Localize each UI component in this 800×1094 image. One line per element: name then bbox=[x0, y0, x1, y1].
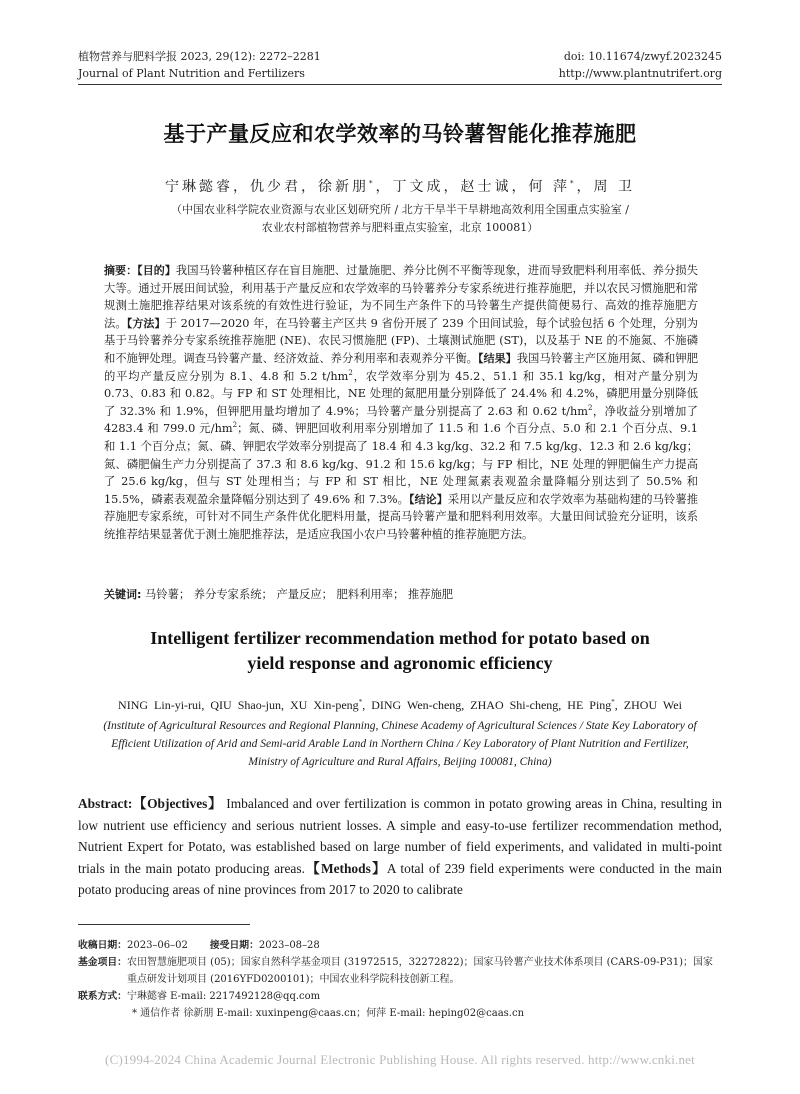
section-methods: 【方法】 bbox=[126, 316, 166, 330]
journal-url[interactable]: http://www.plantnutrifert.org bbox=[558, 67, 722, 80]
en-section-objectives: 【Objectives】 bbox=[132, 796, 223, 811]
corresponding-author-row: * 通信作者 徐新朋 E-mail: xuxinpeng@caas.cn；何萍 E-mail: heping02@caas.cn bbox=[132, 1008, 525, 1019]
footnotes bbox=[78, 937, 722, 1022]
cn-authors: 宁琳懿睿，仇少君，徐新朋*，丁文成，赵士诚，何 萍*，周 卫 bbox=[165, 179, 635, 195]
abstract-label: 摘要： bbox=[104, 264, 138, 277]
section-objective: 【目的】 bbox=[137, 264, 176, 277]
cnki-watermark: (C)1994-2024 China Academic Journal Electronic Publishing House. All rights reserved. http://www.cnki.net bbox=[105, 1052, 695, 1067]
contact-row: 联系方式： 宁琳懿睿 E-mail: 2217492128@qq.com bbox=[78, 991, 321, 1002]
funding-row: 基金项目： 农田智慧施肥项目 (05)；国家自然科学基金项目 (31972515，32272822)；国家马铃薯产业技术体系项目 (CARS-09-P31)；国家重点研发计划项目 (2016YFD0200101)；中国农业科学院科技创新工程。 bbox=[78, 957, 714, 985]
dates-row: 收稿日期： 2023–06–02 接受日期： 2023–08–28 bbox=[78, 940, 320, 951]
corr-mark: * bbox=[358, 698, 363, 706]
keywords-list: 马铃薯； 养分专家系统； 产量反应； 肥料利用率； 推荐施肥 bbox=[145, 588, 454, 601]
cn-title: 基于产量反应和农学效率的马铃薯智能化推荐施肥 bbox=[163, 122, 637, 146]
header-right bbox=[559, 48, 722, 82]
doi[interactable]: doi: 10.11674/zwyf.2023245 bbox=[563, 50, 722, 63]
footnote-rule bbox=[78, 924, 250, 925]
corr-mark: * bbox=[611, 698, 615, 706]
corr-mark: * bbox=[369, 179, 376, 188]
en-abstract-label: Abstract: bbox=[78, 796, 133, 811]
cn-abstract: 摘要：【目的】我国马铃薯种植区存在盲目施肥、过量施肥、养分比例不平衡等现象，进而导致肥料利用率低、养分损失大等。通过开展田间试验，利用基于产量反应和农学效率的马铃薯养分专家系统进行推荐施肥，并以农民习惯施肥和常规测土施肥推荐结果对该系统的有效性进行验证，为不同生产条件下的马铃薯生产提供简便易行、高效的推荐施肥方法。【方法】于 2017—2020 年，在马铃薯主产区共 9 省份开展了 239 个田间试验，每个试验包括 6 个处理，分别为基于马铃薯养分专家系统推荐施肥 (NE)、农民习惯施肥 (FP)、土壤测试施肥 (ST)，以及基于 NE 的不施氮、不施磷和不施钾处理。调查马铃薯产量、经济效益、养分利用率和表观养分平衡。【结果】我国马铃薯主产区施用氮、磷和钾肥的平均产量反应分别为 8.1、4.8 和 5.2 $t/hm^2$，农学效率分别为 45.2、51.1 和 35.1 kg/kg，相对产量分别为 0.73、0.83 和 0.82。与 FP 和 ST 处理相比，NE 处理的氮肥用量分别降低了 24.4% 和 4.2%，磷肥用量分别降低了 32.3% 和 1.9%，但钾肥用量均增加了 4.9%；马铃薯产量分别提高了 2.63 和 0.62 $t/hm^2$，净收益分别增加了 4283.4 和 799.0 元$/hm^2$；氮、磷、钾肥回收利用率分别增加了 11.5 和 1.6 个百分点、5.0 和 2.1 个百分点、9.1 和 1.1 个百分点；氮、磷、钾肥农学效率分别提高了 18.4 和 4.3 kg/kg、32.2 和 7.5 kg/kg、12.3 和 2.6 kg/kg；氮、磷肥偏生产力分别提高了 37.3 和 8.6 kg/kg、91.2 和 15.6 kg/kg；与 FP 相比，NE 处理的钾肥偏生产力提高了 25.6 kg/kg，但与 ST 处理相当；与 FP 和 ST 相比，NE 处理氮素表观盈余量降幅分别达到了 50.5% 和 15.5%，磷素表观盈余量降幅分别达到了 49.6% 和 7.3%。【结论】采用以产量反应和农学效率为基础构建的马铃薯推荐施肥专家系统，可针对不同生产条件优化肥料用量，提高马铃薯产量和肥料利用效率。大量田间试验充分证明，该系统推荐结果显著优于测土施肥推荐法，是适应我国小农户马铃薯种植的推荐施肥方法。 bbox=[104, 264, 698, 541]
journal-en-name: Journal of Plant Nutrition and Fertilizers bbox=[78, 67, 305, 80]
en-affiliation: (Institute of Agricultural Resources and Regional Planning, Chinese Academy of Agricultural Sciences / State Key Laboratory of Efficient Utilization of Arid and Semi-arid Arable Land in Northern China / Key Laboratory of Plant Nutrition and Fertilizer, Ministry of Agriculture and Rural Affairs, Beijing 100081, China) bbox=[103, 720, 697, 768]
journal-cn-citation: 植物营养与肥料学报 2023, 29(12): 2272–2281 bbox=[78, 50, 321, 63]
keywords-label: 关键词: bbox=[104, 588, 142, 601]
en-title: Intelligent fertilizer recommendation method for potato based on yield response and agronomic efficiency bbox=[150, 628, 650, 673]
header-rule bbox=[78, 84, 722, 85]
en-abstract: Abstract:【Objectives】 Imbalanced and over fertilization is common in potato growing areas in China, resulting in low nutrient use efficiency and serious nutrient losses. A simple and easy-to-use fertilizer recommendation method, Nutrient Expert for Potato, was established based on large number of field experiments, and validated in multi-point trials in the main potato producing areas.【Methods】A total of 239 field experiments were conducted in the main potato producing areas of nine provinces from 2017 to 2020 to calibrate bbox=[78, 796, 722, 898]
en-authors: NING Lin-yi-rui, QIU Shao-jun, XU Xin-peng*, DING Wen-cheng, ZHAO Shi-cheng, HE Ping*, ZHOU Wei bbox=[118, 698, 682, 712]
section-conclusion: 【结论】 bbox=[409, 492, 448, 506]
section-results: 【结果】 bbox=[478, 351, 517, 365]
cn-affiliation: （中国农业科学院农业资源与农业区划研究所 / 北方干旱半干旱耕地高效利用全国重点实验室 / 农业农村部植物营养与肥料重点实验室，北京 100081） bbox=[171, 203, 629, 234]
en-section-methods: 【Methods】 bbox=[304, 860, 387, 876]
corr-mark: * bbox=[570, 179, 577, 188]
header-left bbox=[78, 48, 321, 82]
cn-keywords bbox=[104, 586, 698, 604]
